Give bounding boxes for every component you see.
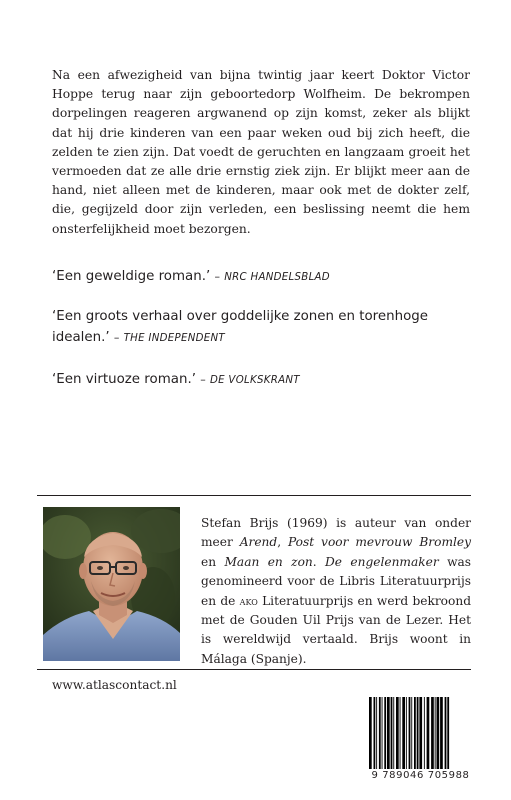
divider-top — [37, 495, 471, 496]
bio-book-title: De engelenmaker — [325, 554, 439, 569]
barcode-bar — [424, 697, 425, 769]
quote-dash: – — [113, 331, 120, 344]
author-photo — [43, 507, 180, 661]
author-bio — [201, 514, 471, 669]
barcode-bar — [409, 697, 411, 769]
blurb-text: Na een afwezigheid van bijna twintig jaar keert Doktor Victor Hoppe terug naar zijn geboortedorp Wolfheim. De bekrompen dorpelingen reageren argwanend op zijn komst, zeker als blijkt dat hij drie kinderen van een paar weken oud bij zich heeft, die zelden te zien zijn. Dat voedt de geruchten en langzaam groeit het vermoeden dat ze alle drie ernstig ziek zijn. Er blijkt meer aan de hand, niet alleen met de kinderen, maar ook met de dokter zelf, die, gegijzeld door zijn verleden, een beslissing neemt die hem onsterfelijkheid moet bezorgen. — [52, 68, 470, 236]
barcode-bar — [406, 697, 407, 769]
barcode-bar — [384, 697, 386, 769]
bio-book-title: Post voor mevrouw Bromley — [287, 535, 471, 550]
bio-book-title: Maan en zon — [224, 554, 313, 569]
bio-ako: ako — [239, 594, 258, 608]
bio-nomination: was genomineerd voor de Libris Literatuurprijs en de — [201, 554, 472, 608]
barcode-bar — [419, 697, 422, 769]
barcode-bar — [435, 697, 436, 769]
quote-dash: – — [200, 373, 206, 386]
barcode-bar — [427, 697, 430, 769]
barcode-bar — [391, 697, 393, 769]
quote-source: DE VOLKSKRANT — [210, 375, 300, 386]
barcode-bar — [379, 697, 381, 769]
bio-rest: Literatuurprijs en werd bekroond met de Gouden Uil Prijs van de Lezer. Het is wereldwijd vertaald. Brijs woont in Málaga (Spanje). — [201, 593, 472, 666]
barcode-bar — [393, 697, 394, 769]
barcode-bar — [431, 697, 434, 769]
bio-intro: Stefan Brijs (1969) is auteur van onder meer — [201, 516, 471, 550]
review-quote — [52, 306, 472, 349]
barcode-bar — [445, 697, 447, 769]
bio-period: . — [312, 554, 317, 569]
bio-separator: , — [277, 535, 282, 550]
barcode-bar — [400, 697, 401, 769]
barcode-bar — [417, 697, 419, 769]
barcode-bar — [402, 697, 405, 769]
barcode-bar — [440, 697, 443, 769]
isbn-barcode — [367, 697, 474, 769]
quote-source: THE INDEPENDENT — [123, 333, 225, 344]
quote-text: ‘Een groots verhaal over goddelijke zonen en torenhoge idealen.’ — [52, 309, 429, 345]
barcode-bar — [382, 697, 383, 769]
bio-book-title: Arend — [239, 535, 278, 550]
barcode-bar — [387, 697, 390, 769]
barcode-bar — [396, 697, 399, 769]
barcode-bar — [437, 697, 440, 769]
quote-text: ‘Een geweldige roman.’ — [52, 269, 211, 284]
barcode-bar — [447, 697, 449, 769]
barcode-bar — [374, 697, 376, 769]
bio-conjunction: en — [201, 554, 217, 569]
barcode-bar — [414, 697, 416, 769]
quote-source: NRC HANDELSBLAD — [224, 272, 330, 283]
quote-dash: – — [214, 270, 220, 283]
review-quote — [52, 266, 472, 288]
quote-text: ‘Een virtuoze roman.’ — [52, 372, 196, 387]
review-quote — [52, 369, 472, 391]
isbn-digits: 9 789046 705988 — [371, 770, 470, 781]
publisher-website: www.atlascontact.nl — [52, 678, 177, 692]
barcode-bar — [411, 697, 412, 769]
barcode-bar — [376, 697, 377, 769]
barcode-bar — [369, 697, 372, 769]
divider-bottom — [37, 669, 471, 670]
